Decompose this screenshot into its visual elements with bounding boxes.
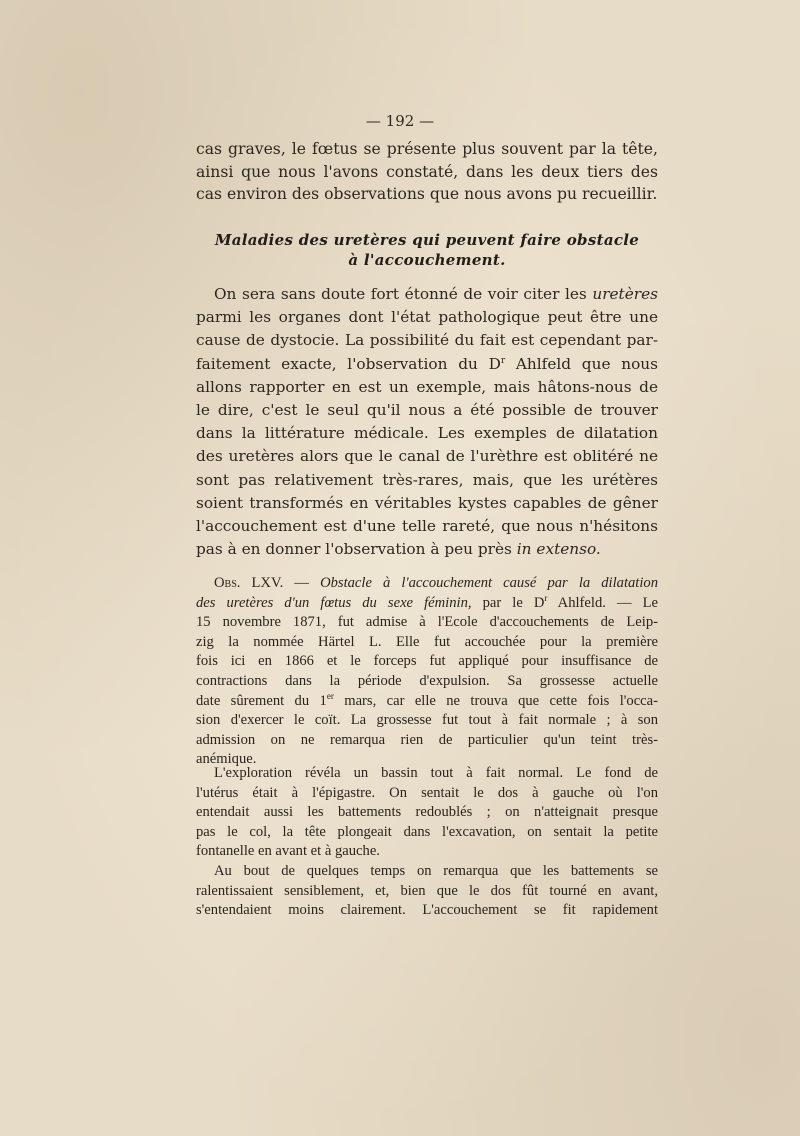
text-line: fontanelle en avant et à gauche. (196, 843, 380, 860)
text-line: On sera sans doute fort étonné de voir citer les uretères (214, 285, 658, 303)
text-line: l'accouchement est d'une telle rareté, que nous n'hésitons (196, 517, 658, 536)
text-line: cas environ des observations que nous avons pu recueillir. (196, 185, 658, 204)
text-line: pas le col, la tête plongeait dans l'excavation, on sentait la petite (196, 823, 658, 840)
text-line: zig la nommée Härtel L. Elle fut accouchée pour la première (196, 633, 658, 650)
text-line: des uretères alors que le canal de l'urèthre est oblitéré ne (196, 447, 658, 466)
text-line: parmi les organes dont l'état pathologique peut être une (196, 308, 658, 327)
text-line: des uretères d'un fœtus du sexe féminin, par le $D^r$ Ahlfeld. — Le (196, 592, 658, 611)
page-number: — 192 — (365, 112, 435, 130)
emphasis: uretères (592, 285, 658, 303)
text-line: dans la littérature médicale. Les exemples de dilatation (196, 424, 658, 443)
text-line: pas à en donner l'observation à peu près in extenso. (196, 540, 601, 559)
observation-paragraph (196, 574, 658, 770)
text-line: date sûrement du 1er mars, car elle ne trouva que cette fois l'occa- (196, 690, 658, 709)
text-line: 15 novembre 1871, fut admise à l'Ecole d'accouchements de Leip- (196, 614, 658, 631)
text-line: soient transformés en véritables kystes capables de gêner (196, 493, 658, 512)
text-line: ralentissaient sensiblement, et, bien que le dos fût tourné en avant, (196, 882, 658, 899)
observation-paragraph (196, 764, 658, 862)
text-line: fois ici en 1866 et le forceps fut appliqué pour insuffisance de (196, 653, 658, 670)
text-line: allons rapporter en est un exemple, mais hâtons-nous de (196, 377, 658, 396)
section-heading (196, 230, 658, 270)
heading-line: Maladies des uretères qui peuvent faire obstacle (214, 231, 640, 249)
text-line: s'entendaient moins clairement. L'accouchement se fit rapidement (196, 902, 658, 919)
text-line: contractions dans la période d'expulsion. Sa grossesse actuelle (196, 672, 658, 689)
text-line: Au bout de quelques temps on remarqua que les battements se (214, 863, 658, 879)
text-line: sont pas relativement très-rares, mais, que les urétères (196, 470, 658, 489)
heading-line: à l'accouchement. (348, 251, 506, 269)
text-line: le dire, c'est le seul qu'il nous a été possible de trouver (196, 401, 658, 420)
text-line: Obs. LXV. — Obstacle à l'accouchement causé par la dilatation (214, 575, 659, 591)
text-line: cas graves, le fœtus se présente plus souvent par la tête, (196, 140, 658, 158)
text-line: faitement exacte, l'observation du $D^r$ Ahlfeld que nous (196, 354, 658, 373)
superscript: r (500, 355, 506, 366)
observation-paragraph (196, 862, 658, 921)
text-line: cause de dystocie. La possibilité du fait est cependant par- (196, 331, 658, 350)
text-line: sion d'exercer le coït. La grossesse fut tout à fait normale ; à son (196, 712, 658, 729)
text-line: l'utérus était à l'épigastre. On sentait le dos à gauche où l'on (196, 784, 658, 801)
emphasis: in extenso. (516, 540, 601, 559)
text-line: entendait aussi les battements redoublés ; on n'atteignait presque (196, 804, 658, 821)
observation-title: Obstacle à l'accouchement causé par la dilatation (320, 575, 659, 591)
text-line: L'exploration révéla un bassin tout à fait normal. Le fond de (214, 765, 658, 781)
text-line: ainsi que nous l'avons constaté, dans les deux tiers des (196, 162, 658, 181)
text-line: admission on ne remarqua rien de particulier qu'un teint très- (196, 731, 658, 748)
text-line: anémique. (196, 751, 257, 768)
main-paragraph (196, 283, 658, 561)
observation-label: Obs. LXV. (214, 575, 284, 591)
intro-paragraph (196, 138, 658, 206)
